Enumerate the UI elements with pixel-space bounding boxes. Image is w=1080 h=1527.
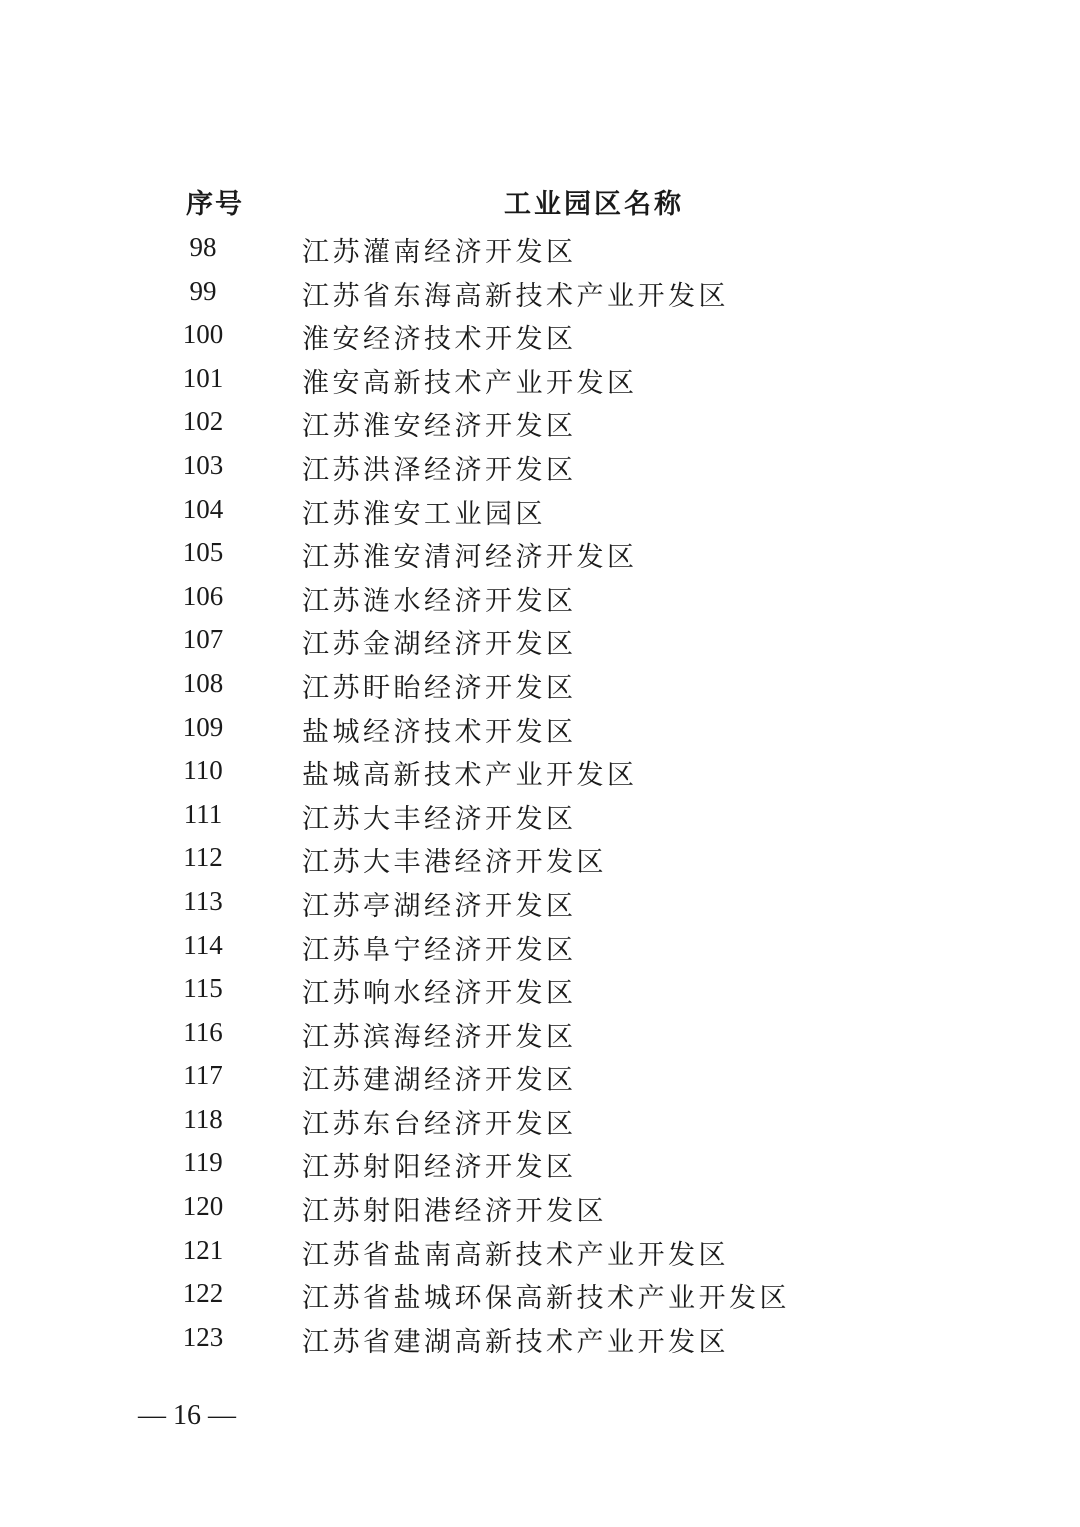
table-row: [0, 400, 1080, 444]
header-park-name: 工业园区名称: [504, 189, 684, 220]
serial-number: 103: [182, 449, 224, 480]
table-row: [0, 793, 1080, 837]
table-row: [0, 706, 1080, 750]
park-name: 江苏滨海经济开发区: [302, 1021, 577, 1053]
park-name: 盐城高新技术产业开发区: [302, 760, 638, 792]
page-number: — 16 —: [138, 1400, 236, 1431]
serial-number: 108: [182, 667, 224, 698]
park-name: 江苏省建湖高新技术产业开发区: [302, 1326, 729, 1358]
park-name: 江苏淮安清河经济开发区: [302, 542, 638, 574]
table-row: [0, 226, 1080, 270]
serial-number: 109: [182, 711, 224, 742]
serial-number: 113: [183, 885, 223, 916]
park-name: 江苏省盐城环保高新技术产业开发区: [302, 1283, 790, 1315]
park-name: 江苏东台经济开发区: [302, 1108, 577, 1140]
table-row: [0, 1316, 1080, 1360]
park-name: 江苏阜宁经济开发区: [302, 934, 577, 966]
table-row: [0, 880, 1080, 924]
park-name: 江苏盱眙经济开发区: [302, 672, 577, 704]
serial-number: 102: [182, 406, 224, 437]
table-row: [0, 357, 1080, 401]
table-row: [0, 1054, 1080, 1098]
serial-number: 112: [183, 842, 223, 873]
table-row: [0, 488, 1080, 532]
table-row: [0, 749, 1080, 793]
park-name: 江苏亭湖经济开发区: [302, 890, 577, 922]
table-header: [0, 182, 1080, 226]
table-row: [0, 1011, 1080, 1055]
table-row: [0, 313, 1080, 357]
park-name: 江苏省东海高新技术产业开发区: [302, 280, 729, 312]
park-name: 江苏大丰港经济开发区: [302, 847, 607, 879]
table-row: [0, 575, 1080, 619]
serial-number: 114: [183, 929, 223, 960]
serial-number: 116: [183, 1016, 223, 1047]
park-name: 江苏洪泽经济开发区: [302, 454, 577, 486]
serial-number: 110: [183, 755, 223, 786]
table-row: [0, 1229, 1080, 1273]
serial-number: 122: [182, 1278, 224, 1309]
table-row: [0, 1141, 1080, 1185]
table-row: [0, 1272, 1080, 1316]
park-name: 江苏射阳港经济开发区: [302, 1196, 607, 1228]
serial-number: 111: [183, 798, 223, 829]
serial-number: 115: [183, 973, 223, 1004]
serial-number: 121: [182, 1234, 224, 1265]
park-name: 淮安经济技术开发区: [302, 324, 577, 356]
table-row: [0, 531, 1080, 575]
serial-number: 120: [182, 1191, 224, 1222]
serial-number: 106: [182, 580, 224, 611]
serial-number: 104: [182, 493, 224, 524]
park-name: 江苏建湖经济开发区: [302, 1065, 577, 1097]
park-name: 江苏涟水经济开发区: [302, 585, 577, 617]
serial-number: 119: [183, 1147, 223, 1178]
serial-number: 105: [182, 537, 224, 568]
serial-number: 101: [182, 362, 224, 393]
serial-number: 123: [182, 1321, 224, 1352]
table-row: [0, 618, 1080, 662]
table-row: [0, 924, 1080, 968]
park-name: 江苏淮安工业园区: [302, 498, 546, 530]
park-name: 江苏金湖经济开发区: [302, 629, 577, 661]
park-name: 江苏大丰经济开发区: [302, 803, 577, 835]
park-name: 淮安高新技术产业开发区: [302, 367, 638, 399]
table-row: [0, 967, 1080, 1011]
park-list: [0, 226, 1080, 1359]
table-row: [0, 270, 1080, 314]
table-row: [0, 1098, 1080, 1142]
park-name: 盐城经济技术开发区: [302, 716, 577, 748]
park-name: 江苏淮安经济开发区: [302, 411, 577, 443]
header-serial-number: 序号: [186, 189, 244, 220]
serial-number: 118: [183, 1103, 223, 1134]
park-name: 江苏射阳经济开发区: [302, 1152, 577, 1184]
table-row: [0, 1185, 1080, 1229]
park-name: 江苏省盐南高新技术产业开发区: [302, 1239, 729, 1271]
park-name: 江苏灌南经济开发区: [302, 237, 577, 268]
table-row: [0, 444, 1080, 488]
park-name: 江苏响水经济开发区: [302, 978, 577, 1010]
table-row: [0, 836, 1080, 880]
table-row: [0, 662, 1080, 706]
serial-number: 107: [182, 624, 224, 655]
serial-number: 98: [189, 232, 217, 262]
serial-number: 99: [189, 275, 217, 306]
serial-number: 100: [182, 319, 224, 350]
serial-number: 117: [183, 1060, 223, 1091]
